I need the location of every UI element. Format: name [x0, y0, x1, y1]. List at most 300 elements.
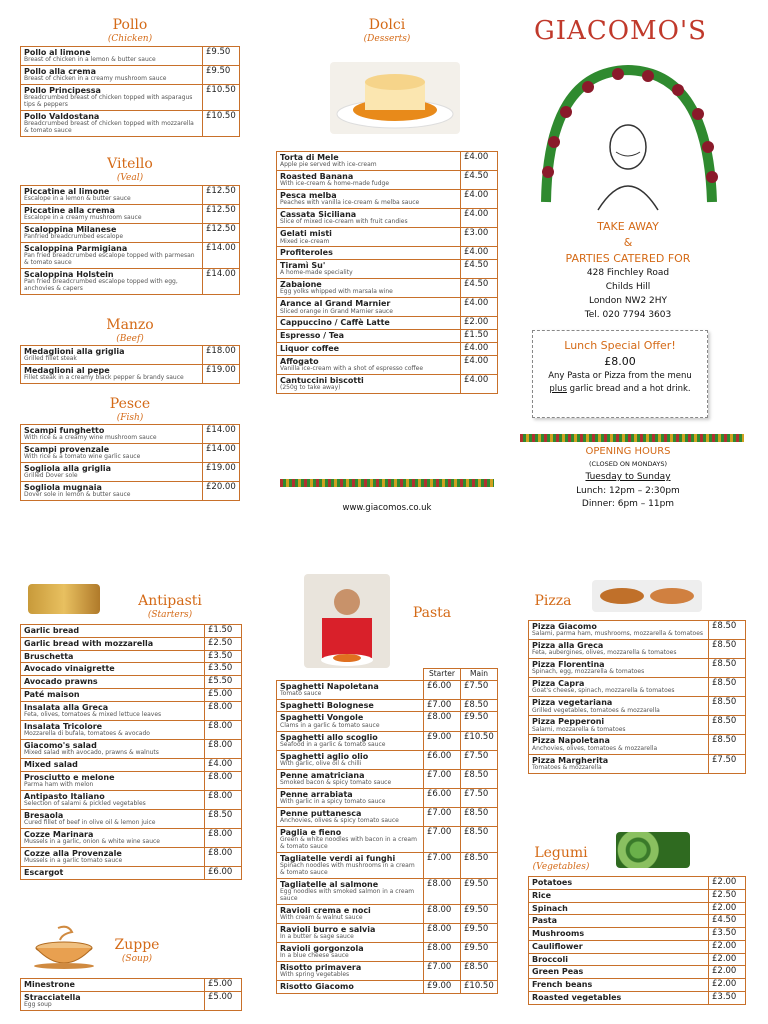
grape-arch-illustration — [528, 52, 728, 212]
item-name: Medaglioni alla griglia — [24, 347, 125, 356]
menu-item-cell — [21, 66, 203, 85]
menu-item-cell — [529, 678, 709, 697]
item-description: Spinach noodles with mushrooms in a cream & tomato sauce — [280, 862, 415, 876]
item-name: Paté maison — [24, 689, 80, 699]
item-name: Insalata alla Greca — [24, 702, 109, 712]
starter-price: £7.00 — [424, 962, 461, 981]
item-name: Pollo Principessa — [24, 86, 101, 96]
parties-label: PARTIES CATERED FOR — [565, 252, 691, 265]
item-description: With ice-cream & home-made fudge — [280, 180, 390, 188]
menu-row — [21, 739, 242, 758]
menu-item-cell — [529, 953, 709, 966]
item-name: Pollo alla crema — [24, 67, 97, 77]
lunch-offer-line-2-text: garlic bread and a hot drink. — [566, 384, 691, 394]
item-name: Scampi funghetto — [24, 426, 105, 435]
item-name: Spaghetti Vongole — [280, 713, 364, 723]
item-name: Scaloppina Milanese — [24, 225, 117, 235]
item-name: Broccoli — [532, 954, 569, 964]
item-name: Zabaione — [280, 280, 322, 290]
item-price: £8.50 — [709, 735, 746, 754]
item-description: Parma ham with melon — [24, 780, 94, 788]
menu-item-cell — [277, 228, 461, 247]
item-name: Gelati misti — [280, 229, 332, 239]
item-name: Cassata Siciliana — [280, 210, 357, 220]
item-name: Pizza alla Greca — [532, 641, 604, 651]
menu-item-cell — [529, 915, 709, 928]
item-description: Spinach, egg, mozzarella & tomatoes — [532, 668, 645, 676]
item-name: Antipasto Italiano — [24, 791, 105, 801]
antipasti-photo — [28, 584, 100, 614]
item-price: £4.00 — [461, 247, 498, 260]
menu-row — [21, 625, 242, 638]
main-price: £8.50 — [461, 699, 498, 712]
item-price: £2.00 — [709, 940, 746, 953]
lunch-offer-box — [532, 330, 708, 418]
starter-price: £8.00 — [424, 943, 461, 962]
item-name: Roasted vegetables — [532, 992, 622, 1002]
menu-item-cell — [21, 85, 203, 111]
item-description: Tomatoes & mozzarella — [532, 763, 602, 771]
address-line-1: 428 Finchley Road — [586, 268, 670, 278]
menu-row — [277, 279, 498, 298]
starter-price: £7.00 — [424, 769, 461, 788]
item-price: £4.00 — [461, 190, 498, 209]
menu-row — [21, 991, 242, 1010]
menu-item-cell — [21, 637, 205, 650]
menu-item-cell — [21, 688, 205, 701]
item-description: Mixed salad with avocado, prawns & walnuts — [24, 748, 159, 756]
item-name: Spaghetti allo scoglio — [280, 732, 378, 742]
menu-row — [529, 877, 746, 890]
menu-item-cell — [277, 788, 424, 807]
item-description: Breadcrumbed breast of chicken topped with mozzarella & tomato sauce — [24, 120, 194, 135]
item-name: Torta di Mele — [280, 153, 339, 162]
item-name: Risotto primavera — [280, 963, 362, 973]
menu-row — [21, 47, 240, 66]
menu-row — [277, 981, 498, 994]
main-price: £7.50 — [461, 680, 498, 699]
pasta-main-header: Main — [461, 669, 498, 681]
menu-item-cell — [529, 735, 709, 754]
menu-item-cell — [21, 444, 203, 463]
menu-row — [21, 637, 242, 650]
item-price: £4.00 — [461, 152, 498, 171]
item-price: £19.00 — [203, 463, 240, 482]
item-description: Slice of mixed ice-cream with fruit candies — [280, 218, 408, 226]
menu-item-cell — [277, 712, 424, 731]
menu-row — [529, 697, 746, 716]
item-price: £2.00 — [709, 979, 746, 992]
item-description: Apple pie served with ice-cream — [280, 161, 377, 169]
starter-price: £6.00 — [424, 750, 461, 769]
menu-row — [529, 754, 746, 773]
address-line-3: London NW2 2HY — [588, 296, 668, 306]
menu-row — [529, 953, 746, 966]
menu-item-cell — [277, 769, 424, 788]
starter-price: £6.00 — [424, 680, 461, 699]
menu-row — [529, 915, 746, 928]
item-description: Mixed ice-cream — [280, 237, 330, 245]
menu-row — [277, 826, 498, 852]
vine-divider-dolci — [280, 479, 494, 487]
pesce-table — [20, 424, 240, 501]
item-description: Grilled Dover sole — [24, 472, 78, 480]
main-price: £9.50 — [461, 923, 498, 942]
item-price: £8.50 — [709, 621, 746, 640]
menu-item-cell — [529, 940, 709, 953]
item-name: Pollo Valdostana — [24, 112, 100, 122]
menu-row — [21, 758, 242, 771]
item-description: With garlic, olive oil & chilli — [280, 759, 362, 767]
menu-row — [277, 962, 498, 981]
item-name: Cantuccini biscotti — [280, 375, 364, 385]
zuppe-table — [20, 978, 242, 1011]
menu-item-cell — [277, 374, 461, 393]
item-name: Spaghetti aglio olio — [280, 751, 369, 761]
menu-row — [277, 247, 498, 260]
item-price: £18.00 — [203, 346, 240, 365]
menu-item-cell — [21, 224, 203, 243]
menu-row — [21, 828, 242, 847]
menu-row — [21, 224, 240, 243]
item-name: Garlic bread with mozzarella — [24, 638, 154, 648]
soup-bowl-icon — [28, 922, 100, 970]
item-name: Pizza Margherita — [532, 755, 609, 765]
item-price: £3.50 — [709, 928, 746, 941]
item-name: Prosciutto e melone — [24, 772, 115, 782]
item-description: Tomato sauce — [280, 689, 322, 697]
item-price: £2.00 — [709, 877, 746, 890]
menu-row — [529, 735, 746, 754]
item-description: Pan fried breadcrumbed escalope topped with parmesan & tomato sauce — [24, 252, 195, 267]
item-description: Peaches with vanilla ice-cream & melba sauce — [280, 199, 420, 207]
pasta-title: Pasta — [412, 605, 452, 621]
item-name: Liquor coffee — [280, 343, 340, 353]
flan-image — [330, 62, 460, 134]
item-description: Escalope in a creamy mushroom sauce — [24, 214, 142, 222]
menu-row — [21, 243, 240, 269]
item-name: Insalata Tricolore — [24, 721, 103, 731]
item-name: Mixed salad — [24, 759, 78, 769]
item-price: £2.00 — [461, 317, 498, 330]
item-description: Smoked bacon & spicy tomato sauce — [280, 778, 392, 786]
pizza-table — [528, 620, 746, 774]
menu-row — [21, 847, 242, 866]
item-name: Penne arrabiata — [280, 789, 353, 799]
menu-item-cell — [21, 758, 205, 771]
item-name: Green Peas — [532, 967, 584, 977]
item-description: Breast of chicken in a lemon & butter sauce — [24, 56, 156, 64]
menu-row — [21, 425, 240, 444]
item-price: £1.50 — [461, 330, 498, 343]
vegetables-photo — [616, 832, 690, 868]
menu-row — [277, 878, 498, 904]
item-name: Tagliatelle verdi ai funghi — [280, 853, 396, 863]
item-price: £6.00 — [205, 866, 242, 879]
menu-row — [277, 355, 498, 374]
item-price: £2.50 — [709, 889, 746, 902]
menu-item-cell — [277, 750, 424, 769]
menu-item-cell — [21, 979, 205, 992]
item-price: £10.50 — [203, 111, 240, 137]
item-name: Pasta — [532, 916, 558, 926]
item-price: £8.50 — [709, 697, 746, 716]
menu-item-cell — [277, 298, 461, 317]
item-price: £4.50 — [461, 279, 498, 298]
item-description: In a blue cheese sauce — [280, 952, 349, 960]
telephone[interactable]: Tel. 020 7794 3603 — [584, 310, 672, 320]
menu-row — [21, 771, 242, 790]
main-price: £8.50 — [461, 807, 498, 826]
item-price: £3.50 — [205, 650, 242, 663]
menu-item-cell — [21, 650, 205, 663]
website[interactable]: www.giacomos.co.uk — [342, 503, 432, 513]
item-description: Pan fried breadcrumbed escalope topped with egg, anchovies & capers — [24, 278, 178, 293]
item-price: £8.00 — [205, 701, 242, 720]
menu-row — [529, 991, 746, 1004]
menu-row — [277, 152, 498, 171]
item-name: Penne amatriciana — [280, 770, 365, 780]
menu-item-cell — [277, 680, 424, 699]
item-name: Ravioli gorgonzola — [280, 944, 364, 953]
item-price: £19.00 — [203, 365, 240, 384]
menu-row — [277, 750, 498, 769]
starter-price: £8.00 — [424, 904, 461, 923]
item-name: Spaghetti Bolognese — [280, 700, 374, 710]
item-price: £3.50 — [205, 663, 242, 676]
main-price: £8.50 — [461, 769, 498, 788]
item-price: £8.50 — [709, 640, 746, 659]
item-price: £5.00 — [205, 979, 242, 992]
menu-row — [21, 85, 240, 111]
menu-item-cell — [21, 463, 203, 482]
menu-item-cell — [277, 807, 424, 826]
item-description: Breadcrumbed breast of chicken topped with asparagus tips & peppers — [24, 94, 193, 109]
item-description: In a butter & sage sauce — [280, 933, 354, 941]
item-description: Egg soup — [24, 1000, 52, 1008]
pesce-title: Pesce (Fish) — [109, 396, 151, 423]
menu-row — [21, 790, 242, 809]
lunch-offer-plus: plus — [549, 384, 567, 394]
starter-price: £7.00 — [424, 852, 461, 878]
item-name: Giacomo's salad — [24, 740, 97, 750]
menu-item-cell — [21, 269, 203, 295]
item-description: Goat's cheese, spinach, mozzarella & tomatoes — [532, 687, 675, 695]
menu-item-cell — [21, 790, 205, 809]
menu-row — [277, 317, 498, 330]
starter-price: £7.00 — [424, 807, 461, 826]
item-description: Cured fillet of beef in olive oil & lemon juice — [24, 818, 156, 826]
menu-item-cell — [277, 878, 424, 904]
menu-row — [277, 374, 498, 393]
flan-photo — [330, 62, 460, 134]
main-price: £7.50 — [461, 788, 498, 807]
item-name: Roasted Banana — [280, 172, 354, 182]
item-name: French beans — [532, 980, 593, 990]
item-description: With garlic in a spicy tomato sauce — [280, 797, 386, 805]
menu-row — [21, 650, 242, 663]
menu-item-cell — [21, 809, 205, 828]
item-description: Feta, aubergines, olives, mozzarella & tomatoes — [532, 649, 677, 657]
lunch-offer-line-1: Any Pasta or Pizza from the menu — [548, 371, 692, 381]
pollo-table — [20, 46, 240, 137]
item-description: Salami, mozzarella & tomatoes — [532, 725, 626, 733]
menu-row — [277, 923, 498, 942]
item-description: Anchovies, olives, tomatoes & mozzarella — [532, 744, 658, 752]
menu-item-cell — [21, 425, 203, 444]
menu-row — [277, 298, 498, 317]
menu-row — [529, 928, 746, 941]
menu-item-cell — [21, 828, 205, 847]
starter-price: £7.00 — [424, 699, 461, 712]
item-description: Clams in a garlic & tomato sauce — [280, 721, 380, 729]
pasta-header-row — [277, 669, 498, 681]
item-price: £8.00 — [205, 828, 242, 847]
menu-item-cell — [21, 771, 205, 790]
item-price: £8.50 — [709, 716, 746, 735]
hours-dinner: Dinner: 6pm – 11pm — [581, 499, 675, 509]
menu-row — [277, 228, 498, 247]
zuppe-title: Zuppe (Soup) — [114, 937, 160, 964]
menu-row — [529, 716, 746, 735]
menu-item-cell — [277, 247, 461, 260]
item-price: £4.50 — [461, 171, 498, 190]
item-description: Mozzarella di bufala, tomatoes & avocado — [24, 729, 150, 737]
menu-row — [21, 365, 240, 384]
menu-row — [21, 809, 242, 828]
restaurant-name: GIACOMO'S — [534, 16, 707, 46]
item-description: Fillet steak in a creamy black pepper & brandy sauce — [24, 374, 184, 382]
item-description: Sliced orange in Grand Marnier sauce — [280, 307, 393, 315]
menu-row — [529, 979, 746, 992]
item-price: £7.50 — [709, 754, 746, 773]
item-name: Pizza vegetariana — [532, 698, 613, 708]
item-name: Pesca melba — [280, 191, 337, 201]
pizza-title: Pizza — [534, 593, 572, 609]
menu-item-cell — [21, 739, 205, 758]
item-price: £9.50 — [203, 47, 240, 66]
item-name: Tagliatelle al salmone — [280, 879, 379, 889]
menu-row — [277, 943, 498, 962]
menu-item-cell — [277, 171, 461, 190]
item-name: Pizza Capra — [532, 679, 585, 689]
pasta-header-blank — [277, 669, 424, 681]
item-price: £4.00 — [205, 758, 242, 771]
item-name: Penne puttanesca — [280, 808, 362, 818]
item-price: £4.50 — [461, 260, 498, 279]
menu-item-cell — [277, 826, 424, 852]
menu-row — [21, 346, 240, 365]
menu-item-cell — [529, 716, 709, 735]
item-price: £2.00 — [709, 902, 746, 915]
item-description: Seafood in a garlic & tomato sauce — [280, 740, 386, 748]
pizza-photo — [592, 580, 702, 612]
item-price: £3.00 — [461, 228, 498, 247]
menu-item-cell — [277, 699, 424, 712]
item-price: £8.00 — [205, 720, 242, 739]
lunch-offer-line-2 — [533, 384, 707, 394]
antipasti-title: Antipasti (Starters) — [138, 593, 202, 620]
menu-row — [21, 482, 240, 501]
item-price: £8.50 — [709, 678, 746, 697]
item-price: £8.00 — [205, 847, 242, 866]
menu-row — [277, 171, 498, 190]
item-name: Affogato — [280, 356, 319, 366]
main-price: £9.50 — [461, 904, 498, 923]
starter-price: £6.00 — [424, 788, 461, 807]
menu-row — [21, 720, 242, 739]
item-price: £4.00 — [461, 374, 498, 393]
item-name: Pizza Florentina — [532, 660, 605, 670]
lunch-offer-title: Lunch Special Offer! — [564, 339, 676, 352]
menu-row — [277, 712, 498, 731]
menu-item-cell — [277, 981, 424, 994]
menu-row — [21, 866, 242, 879]
menu-row — [21, 979, 242, 992]
menu-row — [21, 111, 240, 137]
main-price: £9.50 — [461, 878, 498, 904]
menu-item-cell — [21, 365, 203, 384]
chef-caricature-image — [528, 52, 728, 212]
item-name: Medaglioni al pepe — [24, 366, 110, 376]
menu-item-cell — [277, 279, 461, 298]
item-name: Profiteroles — [280, 248, 333, 258]
item-name: Stracciatella — [24, 992, 81, 1002]
main-price: £9.50 — [461, 712, 498, 731]
item-description: With cream & walnut sauce — [280, 914, 363, 922]
menu-row — [21, 676, 242, 689]
item-name: Pizza Napoletana — [532, 736, 610, 746]
manzo-title: Manzo (Beef) — [106, 317, 154, 344]
menu-item-cell — [277, 330, 461, 343]
menu-item-cell — [529, 991, 709, 1004]
item-price: £20.00 — [203, 482, 240, 501]
item-description: With rice & a creamy wine mushroom sauce — [24, 434, 157, 442]
item-description: With spring vegetables — [280, 971, 350, 979]
menu-item-cell — [277, 943, 424, 962]
legumi-title: Legumi (Vegetables) — [532, 845, 590, 872]
item-description: Breast of chicken in a creamy mushroom sauce — [24, 75, 167, 83]
item-price: £4.00 — [461, 298, 498, 317]
menu-row — [277, 330, 498, 343]
menu-row — [21, 444, 240, 463]
item-name: Spaghetti Napoletana — [280, 681, 379, 691]
menu-item-cell — [21, 186, 203, 205]
menu-item-cell — [529, 697, 709, 716]
item-price: £8.00 — [205, 771, 242, 790]
item-description: Salami, parma ham, mushrooms, mozzarella & tomatoes — [532, 630, 704, 638]
menu-row — [21, 463, 240, 482]
legumi-table — [528, 876, 746, 1005]
main-price: £8.50 — [461, 826, 498, 852]
menu-item-cell — [529, 877, 709, 890]
chef-photo — [304, 574, 390, 668]
item-name: Sogliola alla griglia — [24, 464, 111, 474]
menu-row — [277, 852, 498, 878]
item-description: Vanilla ice-cream with a shot of espresso coffee — [280, 364, 424, 372]
menu-item-cell — [21, 720, 205, 739]
menu-item-cell — [529, 659, 709, 678]
item-price: £5.00 — [205, 991, 242, 1010]
item-name: Cauliflower — [532, 941, 583, 951]
item-name: Ravioli burro e salvia — [280, 924, 376, 934]
item-description: Grilled fillet steak — [24, 355, 77, 363]
vitello-title: Vitello (Veal) — [107, 156, 153, 183]
item-price: £8.00 — [205, 739, 242, 758]
lunch-offer-price: £8.00 — [604, 355, 636, 368]
item-price: £8.50 — [709, 659, 746, 678]
item-description: Feta, olives, tomatoes & mixed lettuce leaves — [24, 710, 162, 718]
